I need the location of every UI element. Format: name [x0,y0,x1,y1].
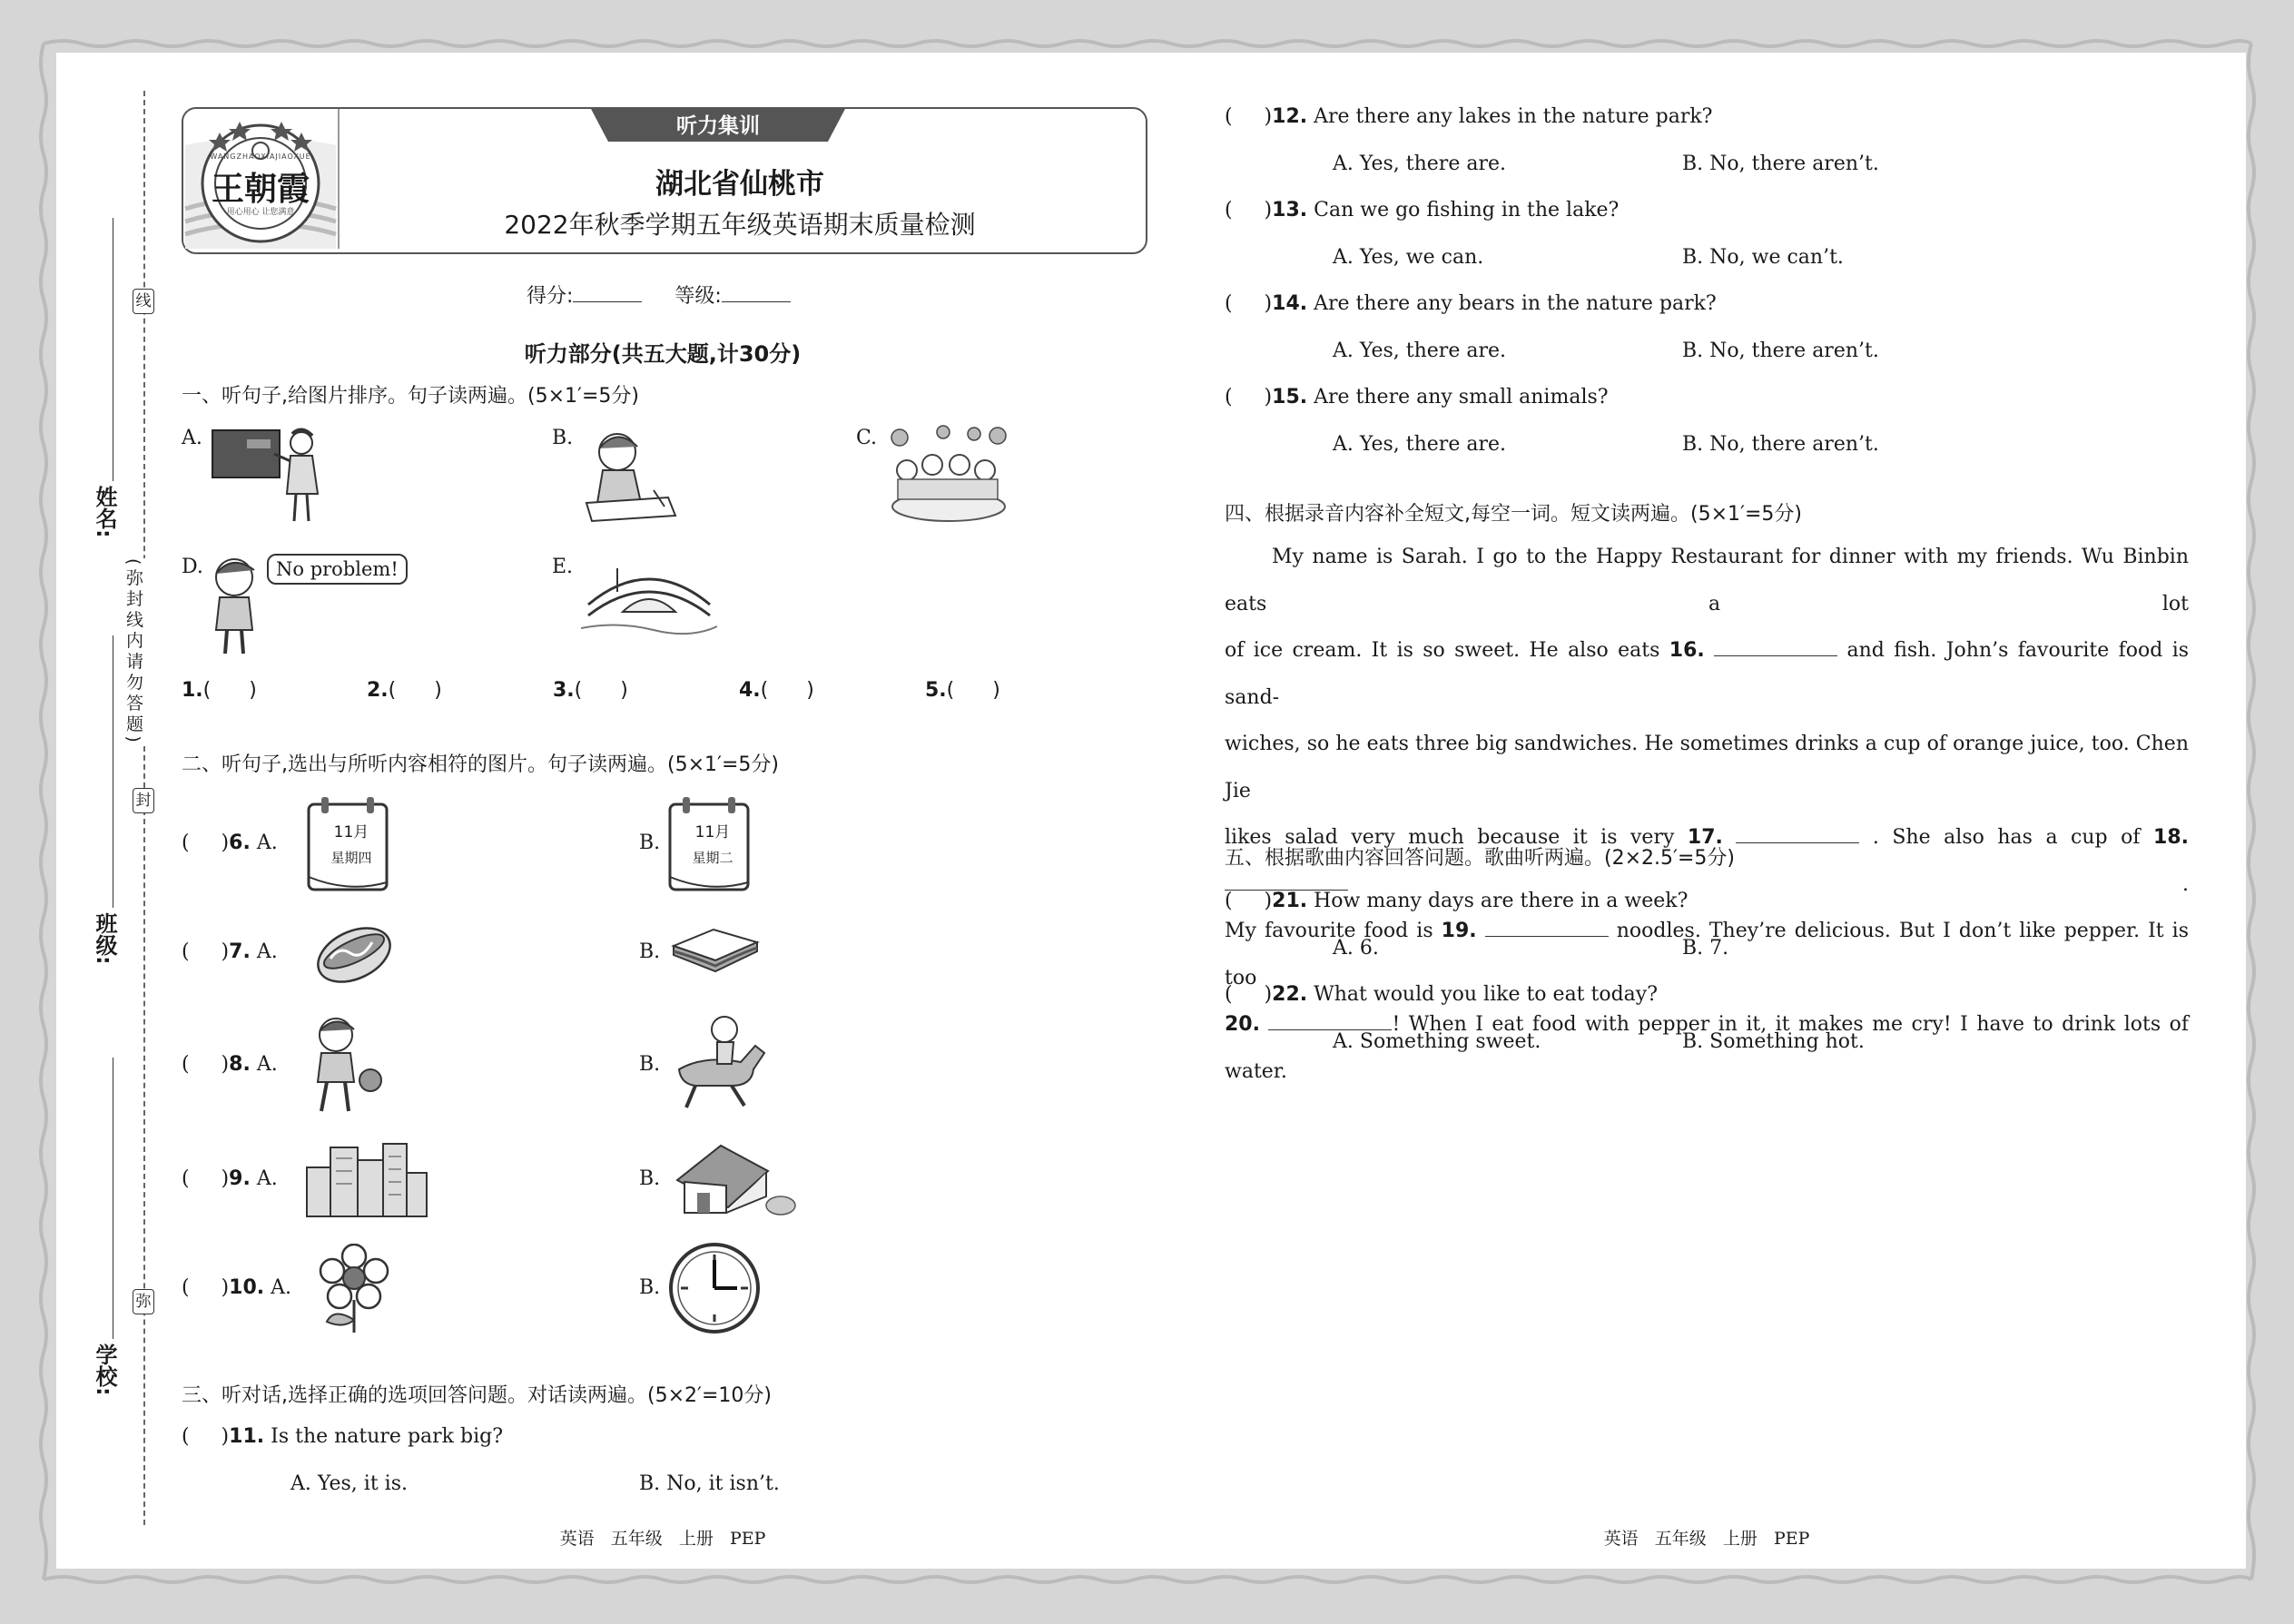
house-icon [668,1140,797,1218]
score-label: 得分: 等级: [527,281,791,309]
sec1-label-a: A. [182,427,202,449]
q21-row: ( )21. How many days are there in a week? [1225,890,1689,912]
passage-line-5: My favourite food is 19. noodles. They’re delicious. But I don’t like pepper. It is too [1225,920,2190,989]
q6-answer-slot[interactable]: ( ) [182,832,230,854]
bridge-icon [581,550,717,641]
q6-option-b: B. [639,832,661,854]
q15-option-a: A. Yes, there are. [1333,433,1506,456]
hot-dog-icon [312,913,396,986]
sec1-label-b: B. [552,427,574,449]
q12-answer-slot[interactable]: ( ) [1225,105,1273,128]
clock-icon [666,1240,763,1336]
calendar-a-icon [303,795,398,895]
blank-16[interactable] [1714,655,1837,656]
sec1-label-e: E. [552,556,574,578]
flower-icon [316,1244,392,1334]
q10-answer-slot[interactable]: ( ) [182,1276,230,1299]
sandwich-icon [668,924,763,979]
q13-row: ( )13. Can we go fishing in the lake? [1225,199,1620,221]
logo-ring-text: WANGZHAOXIAJIAOXUE [210,153,311,161]
sec1-title: 一、听句子,给图片排序。句子读两遍。(5×1′=5分) [182,385,640,408]
exam-title: 2022年秋季学期五年级英语期末质量检测 [504,210,976,240]
score-field[interactable] [573,301,642,302]
passage-line-3: wiches, so he eats three big sandwiches. He sometimes drinks a cup of orange juice, too. Chen Jie [1225,733,2189,802]
cloze-passage [1225,534,2189,1095]
answer-slot-4[interactable]: ( ) [760,679,814,702]
q14-row: ( )14. Are there any bears in the nature park? [1225,292,1717,315]
class-label: 班级: [92,912,117,965]
mi-marker: 弥 [133,1289,154,1314]
q15-option-b: B. No, there aren’t. [1682,433,1879,456]
grade-field[interactable] [722,301,791,302]
logo-subtitle: 用心用心 让您满意 [226,208,295,217]
boy-speaking-icon [207,550,271,659]
line-marker: 线 [133,289,154,314]
calendar-b-day: 星期二 [692,850,733,866]
no-answer-note: (弥封线内请勿答题) [122,558,146,746]
footer-left: 英语 五年级 上册 PEP [559,1529,766,1549]
q9-row: ( )9. A. [182,1167,278,1190]
q13-answer-slot[interactable]: ( ) [1225,199,1273,221]
q22-option-b: B. Something hot. [1682,1030,1865,1053]
q15-answer-slot[interactable]: ( ) [1225,386,1273,408]
q13-option-a: A. Yes, we can. [1333,246,1484,269]
school-label: 学校: [92,1343,117,1396]
blank-19[interactable] [1485,936,1609,937]
city-buildings-icon [303,1140,430,1218]
q9-answer-slot[interactable]: ( ) [182,1167,230,1190]
sec4-title: 四、根据录音内容补全短文,每空一词。短文读两遍。(5×1′=5分) [1225,503,1803,526]
q9-option-b: B. [639,1167,661,1190]
sec1-answer-row: 1.( ) [182,679,257,702]
passage-line-1: My name is Sarah. I go to the Happy Restaurant for dinner with my friends. Wu Binbin eats a lot [1225,546,2189,615]
q7-row: ( )7. A. [182,940,278,963]
part-title: 听力部分(共五大题,计30分) [524,341,802,367]
q12-option-b: B. No, there aren’t. [1682,153,1879,175]
sec1-label-c: C. [856,427,878,449]
teacher-blackboard-icon [211,427,329,527]
q12-option-a: A. Yes, there are. [1333,153,1506,175]
q14-option-b: B. No, there aren’t. [1682,340,1879,362]
calendar-b-month: 11月 [694,823,731,842]
q22-row: ( )22. What would you like to eat today? [1225,983,1659,1006]
q11-option-a: A. Yes, it is. [290,1472,408,1495]
q8-option-b: B. [639,1053,661,1076]
q10-option-b: B. [639,1276,661,1299]
q12-row: ( )12. Are there any lakes in the nature park? [1225,105,1713,128]
q15-row: ( )15. Are there any small animals? [1225,386,1609,408]
q7-answer-slot[interactable]: ( ) [182,940,230,963]
name-label: 姓名: [92,486,117,538]
calendar-a-day: 星期四 [330,850,372,866]
riding-horse-icon [668,1009,777,1117]
q22-option-a: A. Something sweet. [1333,1030,1541,1053]
sec3-title: 三、听对话,选择正确的选项回答问题。对话读两遍。(5×2′=10分) [182,1384,773,1407]
calendar-b-icon [665,795,759,895]
q21-option-a: A. 6. [1333,937,1379,960]
q6-row: ( )6. A. [182,832,278,854]
q21-answer-slot[interactable]: ( ) [1225,890,1273,912]
footer-right: 英语 五年级 上册 PEP [1603,1529,1810,1549]
q22-answer-slot[interactable]: ( ) [1225,983,1273,1006]
q11-answer-slot[interactable]: ( ) [182,1425,230,1448]
passage-line-6: 20. ! When I eat food with pepper in it, it makes me cry! I have to drink lots of water. [1225,1013,2189,1083]
q11-option-b: B. No, it isn’t. [639,1472,780,1495]
header-tag: 听力集训 [676,114,760,138]
q14-option-a: A. Yes, there are. [1333,340,1506,362]
q13-option-b: B. No, we can’t. [1682,246,1844,269]
q11-row: ( )11. Is the nature park big? [182,1425,503,1448]
logo-name: 王朝霞 [211,170,310,208]
calendar-a-month: 11月 [333,823,369,842]
grade-label: 等级: [674,285,722,308]
passage-line-2: of ice cream. It is so sweet. He also eats 16. and fish. John’s favourite food is sand- [1225,639,2190,709]
girl-drawing-icon [581,427,681,527]
region-title: 湖北省仙桃市 [655,168,824,201]
sec1-label-d: D. [182,556,203,578]
seal-marker: 封 [133,788,154,813]
speech-bubble: No problem! [267,554,408,585]
q14-answer-slot[interactable]: ( ) [1225,292,1273,315]
q21-option-b: B. 7. [1682,937,1729,960]
sec5-title: 五、根据歌曲内容回答问题。歌曲听两遍。(2×2.5′=5分) [1225,847,1736,870]
answer-slot-1[interactable]: ( ) [202,679,257,702]
blank-17[interactable] [1736,842,1859,843]
sec2-title: 二、听句子,选出与所听内容相符的图片。句子读两遍。(5×1′=5分) [182,753,780,776]
q8-answer-slot[interactable]: ( ) [182,1053,230,1076]
party-children-icon [885,425,1012,525]
answer-slot-5[interactable]: ( ) [946,679,1000,702]
answer-slot-3[interactable]: ( ) [574,679,628,702]
answer-slot-2[interactable]: ( ) [388,679,442,702]
q10-row: ( )10. A. [182,1276,292,1299]
q8-row: ( )8. A. [182,1053,278,1076]
boy-with-ball-icon [303,1013,385,1118]
q7-option-b: B. [639,940,661,963]
passage-line-4: likes salad very much because it is very 17. . She also has a cup of 18. . [1225,826,2190,896]
